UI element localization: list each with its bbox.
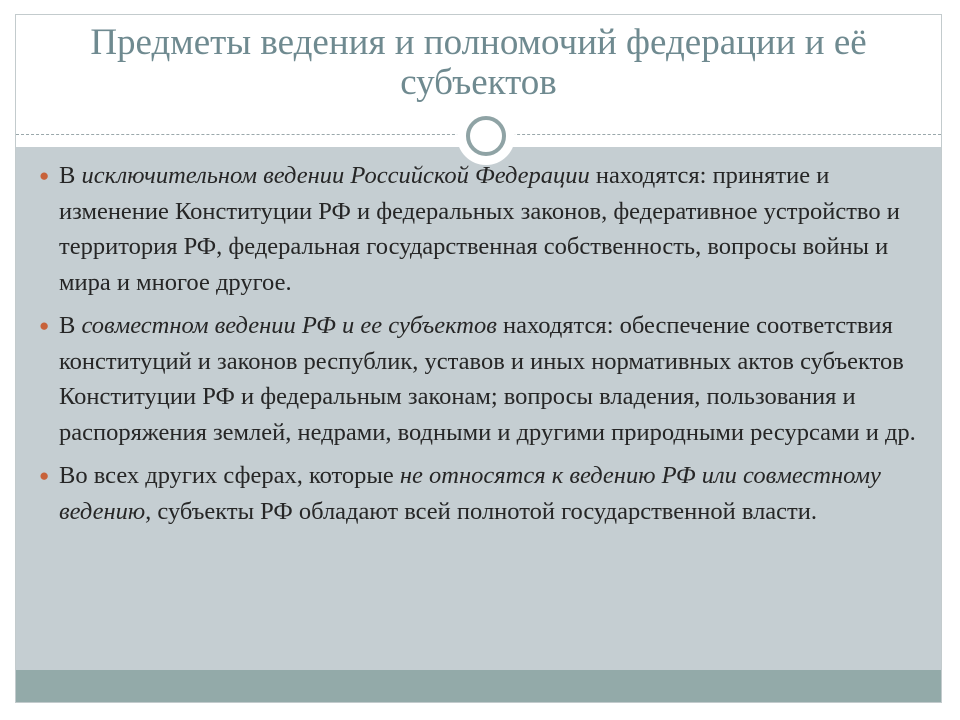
bullet-dot-icon: ● xyxy=(39,466,50,485)
bullet-item-other xyxy=(29,458,934,529)
bullet-list xyxy=(29,158,934,537)
bullet-dot-icon: ● xyxy=(39,166,50,185)
bullet-prefix: В xyxy=(59,312,82,339)
bullet-suffix: находятся: обеспечение соответствия конституций и законов республик, уставов и иных нормативных актов субъектов Конституции РФ и федеральным законам; вопросы владения, пользования и распоряжения землей, недрами, водными и другими природными ресурсами и др. xyxy=(59,312,916,446)
ring-icon xyxy=(457,107,515,165)
bullet-item-joint xyxy=(29,308,934,450)
bullet-suffix: субъекты РФ обладают всей полнотой государственной власти. xyxy=(151,497,817,525)
footer-band xyxy=(16,670,941,703)
bullet-prefix: В xyxy=(59,162,82,189)
bullet-emphasis: совместном ведении РФ и ее субъектов xyxy=(81,312,497,339)
bullet-emphasis: не относятся к ведению РФ или совместному ведению, xyxy=(59,462,881,525)
slide-title: Предметы ведения и полномочий федерации и её субъектов xyxy=(90,22,867,103)
ring-icon-inner xyxy=(466,116,506,156)
slide xyxy=(15,14,942,703)
bullet-prefix: Во всех других сферах, которые xyxy=(59,462,400,489)
bullet-emphasis: исключительном ведении Российской Федерации xyxy=(81,162,590,189)
bullet-suffix: находятся: принятие и изменение Конституции РФ и федеральных законов, федеративное устройство и территория РФ, федеральная государственная собственность, вопросы войны и мира и многое другое. xyxy=(59,162,900,296)
bullet-dot-icon: ● xyxy=(39,316,50,335)
bullet-item-exclusive xyxy=(29,158,934,300)
